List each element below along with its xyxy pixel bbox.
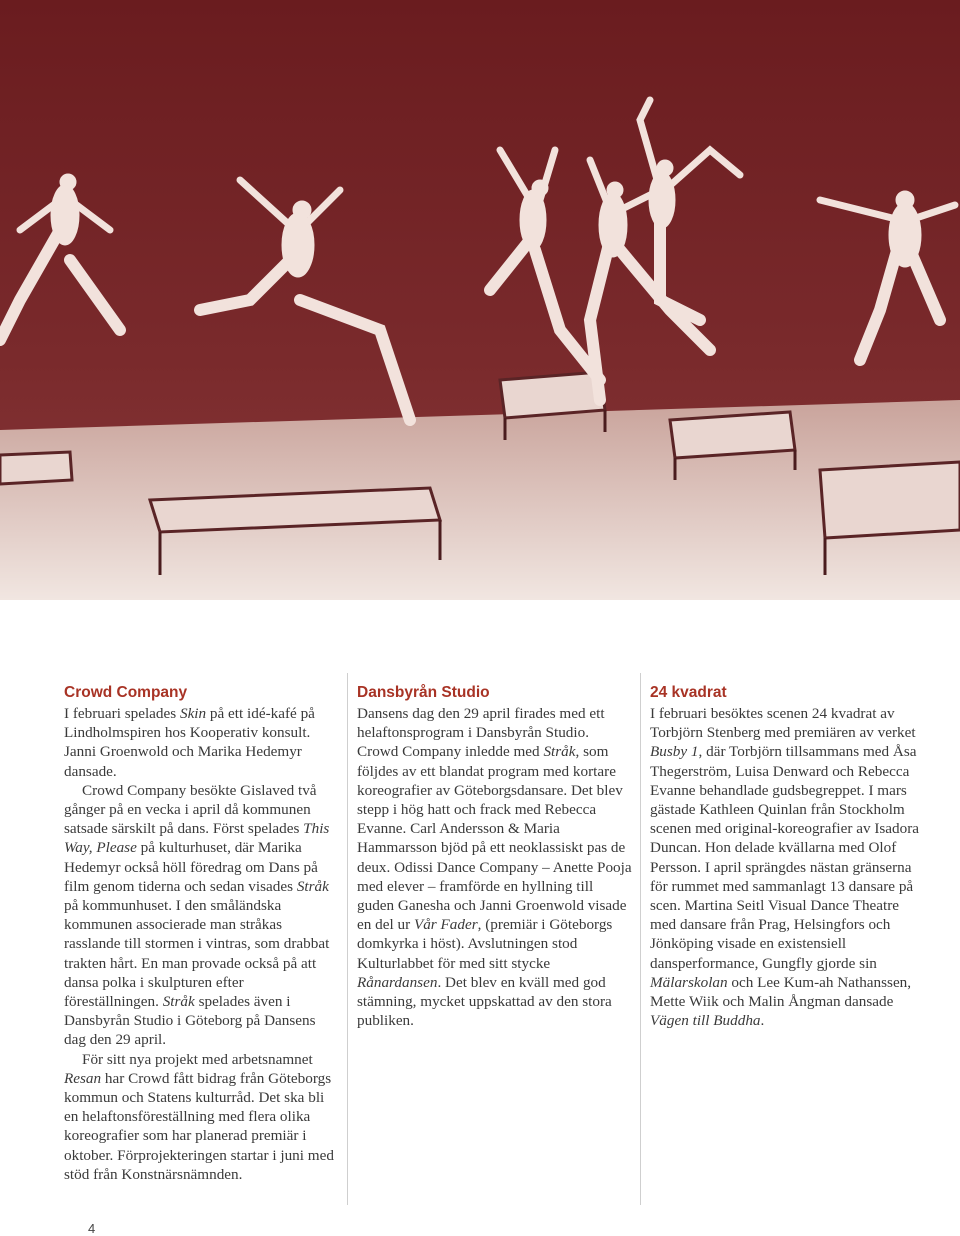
crowd-company-paragraph-1: I februari spelades Skin på ett idé-kafé på Lindholmspiren hos Kooperativ konsult. Janni Groenwold och Marika Hedemyr dansade. — [64, 705, 315, 780]
page-number: 4 — [88, 1221, 96, 1236]
crowd-company-paragraph-3: För sitt nya projekt med arbetsnamnet Resan har Crowd fått bidrag från Göteborgs kommun och Statens kulturråd. Det ska bli en helaftonsföreställning med flera olika koreografier som har planerad premiär i oktober. Förprojekteringen startar i juni med stöd från Konstnärsnämnden. — [64, 1050, 334, 1183]
column-divider — [640, 673, 641, 1205]
dance-photo-illustration — [0, 0, 960, 600]
24-kvadrat-paragraph: I februari besöktes scenen 24 kvadrat av Torbjörn Stenberg med premiären av verket Busby 1, där Torbjörn tillsammans med Åsa Thegerström, Luisa Denward och Rebecca Evanne behandlade gudsbegreppet. I mars gästade Kathleen Quinlan från Stockholm scenen med original-koreografier av Isadora Duncan. Hon delade kvällarna med Olof Persson. I april sprängdes nästan gränserna för rummet med sammanlagt 13 dansare på scen. Martina Seitl Visual Dance Theatre med dansare från Prag, Helsingfors och Jönköping visade en existensiell dansperformance, Gungfly gjorde sin Mälarskolan och Lee Kum-ah Nathanssen, Mette Wiik och Malin Ångman dansade Vägen till Buddha. — [650, 705, 920, 1030]
column-dansbyran-studio — [357, 683, 633, 1030]
column-crowd-company — [64, 683, 340, 1184]
dansbyran-studio-paragraph: Dansens dag den 29 april firades med ett helaftonsprogram i Dansbyrån Studio. Crowd Company inledde med Stråk, som följdes av ett blandat program med kortare koreografier av Göteborgsdansare. Det blev stepp i hög hatt och frack med Rebecca Evanne. Carl Andersson & Maria Hammarsson bjöd på ett neoklassiskt pas de deux. Odissi Dance Company – Anette Pooja med elever – framförde en hyllning till guden Ganesha och Janni Groenwold visade en del ur Vår Fader, (premiär i Göteborgs domkyrka i höst). Avslutningen stod Kulturlabbet för med sitt stycke Rånardansen. Det blev en kväll med god stämning, mycket uppskattad av den stora publiken. — [357, 705, 632, 1030]
crowd-company-heading: Crowd Company — [64, 684, 188, 701]
24-kvadrat-heading: 24 kvadrat — [650, 684, 727, 701]
column-divider — [347, 673, 348, 1205]
dansbyran-studio-heading: Dansbyrån Studio — [357, 684, 490, 701]
column-24-kvadrat — [650, 683, 926, 1030]
dance-photo — [0, 0, 960, 600]
crowd-company-paragraph-2: Crowd Company besökte Gislaved två gånger på en vecka i april då kommunen satsade särskilt på dans. Först spelades This Way, Please på kulturhuset, där Marika Hedemyr också höll föredrag om Dans på film genom tiderna och sedan visades Stråk på kommunhuset. I den småländska kommunen associerade man stråkas rasslande till stormen i vintras, som drabbat trakten hårt. En man provade också på att dansa polka i skulpturen efter föreställningen. Stråk spelades även i Dansbyrån Studio i Göteborg på Dansens dag den 29 april. — [64, 781, 330, 1049]
